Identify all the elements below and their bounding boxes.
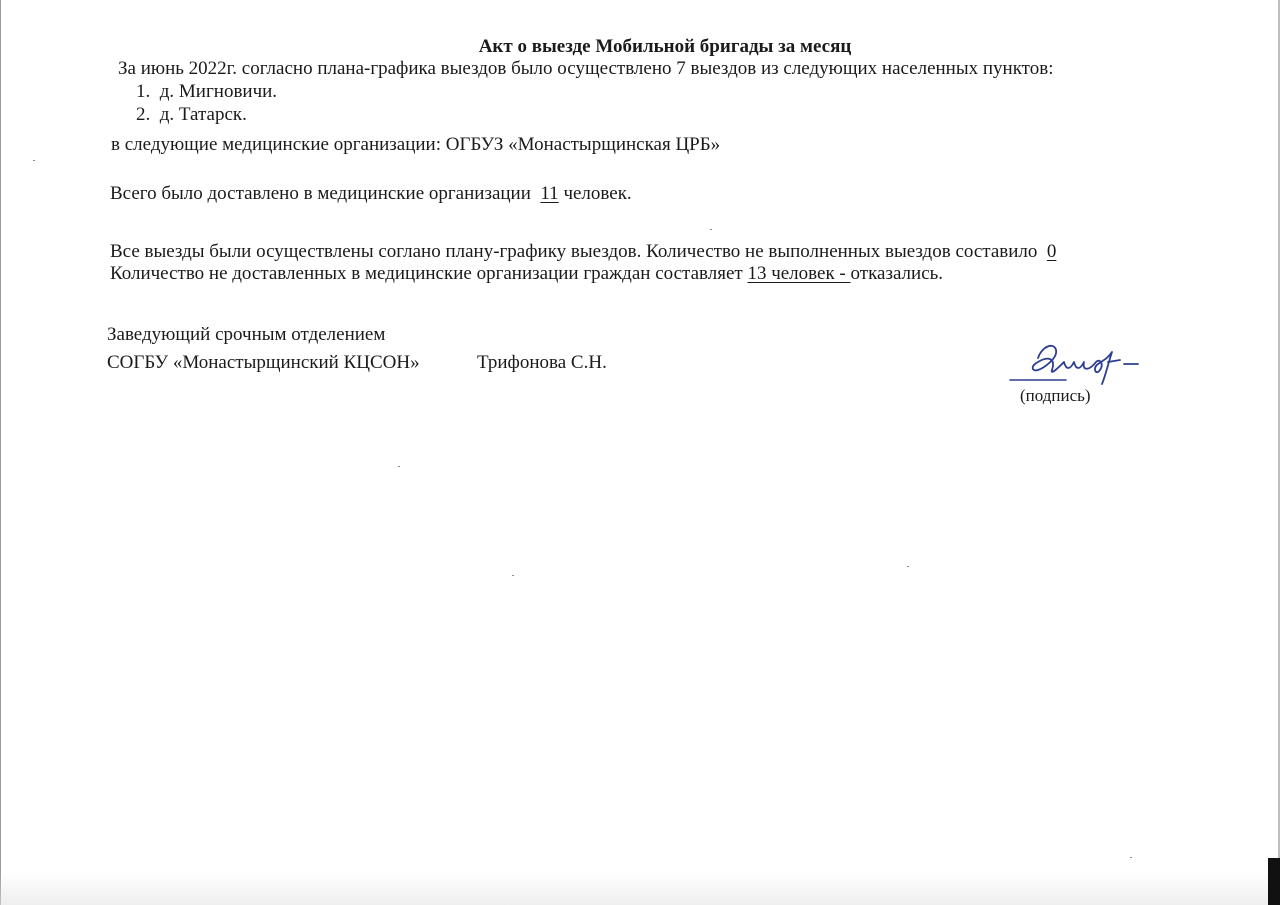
delivered-line [110,183,632,205]
settlement-number: 2. [136,104,151,125]
delivered-count: 11 [540,183,559,204]
scan-shadow-bottom [0,871,1280,905]
scan-speck [33,160,35,161]
settlement-name: д. Мигновичи. [159,81,278,102]
not-delivered-text: Количество не доставленных в медицинские организации граждан составляет [110,263,743,284]
organizations-line: в следующие медицинские организации: ОГБУЗ «Монастырщинская ЦРБ» [111,134,721,155]
scan-speck [512,575,514,576]
visits-line-2 [110,263,943,285]
handwritten-signature [1004,340,1144,390]
scan-speck [1130,857,1132,858]
signatory-position-2 [107,352,420,374]
not-delivered-count: 13 человек - [747,263,851,284]
document-title: Акт о выезде Мобильной бригады за месяц [478,36,852,57]
settlement-item [136,81,277,103]
scan-edge-left [0,0,1,905]
unfulfilled-count: 0 [1046,241,1057,262]
signatory-organization: СОГБУ «Монастырщинский КЦСОН» [107,352,420,373]
visits-text: Все выезды были осуществлены соглано плану-графику выездов. Количество не выполненных выездов составило [110,241,1038,262]
scan-speck [907,566,909,567]
scan-corner-mark [1268,858,1280,905]
settlement-item [136,104,247,126]
settlement-number: 1. [136,81,151,102]
settlement-name: д. Татарск. [159,104,247,125]
visits-line-1 [110,241,1056,263]
signatory-name: Трифонова С.Н. [477,352,607,373]
refused-text: отказались. [850,263,944,284]
scan-speck [398,466,400,467]
signatory-position-1: Заведующий срочным отделением [107,324,386,345]
delivered-suffix: человек. [563,183,632,204]
scan-speck [710,229,712,230]
delivered-prefix: Всего было доставлено в медицинские организации [110,183,531,204]
intro-paragraph: За июнь 2022г. согласно плана-графика выездов было осуществлено 7 выездов из следующих населенных пунктов: [118,58,1054,79]
signature-caption: (подпись) [1020,386,1091,405]
